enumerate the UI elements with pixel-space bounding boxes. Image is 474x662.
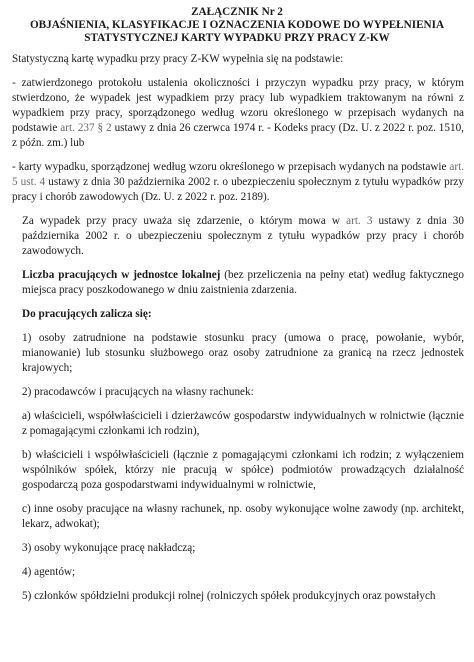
legal-reference-link[interactable]: art. 3 [346,215,373,227]
list-item-1: 1) osoby zatrudnione na podstawie stosunku pracy (umowa o pracę, powołanie, wybór, mianowanie) lub stosunku służbowego oraz osoby zatrudnione za granicą na rzecz jednostek krajowych; [22,332,464,374]
document-title-line1: OBJAŚNIENIA, KLASYFIKACJE I OZNACZENIA KODOWE DO WYPEŁNIENIA [29,19,445,31]
basis-bullet-protocol [8,76,466,151]
bullet-text: - zatwierdzonego protokołu ustalenia okoliczności i przyczyn wypadku przy pracy, w którym stwierdzono, że wypadek jest wypadkiem przy pracy lub wypadkiem traktowanym na równi z wypadkiem przy pracy, sporządzonego według wzoru określonego w przepisach wydanych na podstawie [12,77,464,134]
employees-count-term: Liczba pracujących w jednostce lokalnej [22,269,221,281]
employees-heading: Do pracujących zalicza się: [22,308,152,320]
bullet-text: ustawy z dnia 26 czerwca 1974 r. - Kodeks pracy (Dz. U. z 2022 r. poz. 1510, z późn. zm.) lub [12,122,464,149]
appendix-title: ZAŁĄCZNIK Nr 2 [191,6,283,18]
basis-bullet-accident-card [8,160,466,205]
definition-text: Za wypadek przy pracy uważa się zdarzenie, o którym mowa w [22,215,347,227]
employees-count-definition [8,268,466,298]
list-item-2a: a) właścicieli, współwłaścicieli i dzierżawców gospodarstw indywidualnych w rolnictwie (łącznie z pomagającymi członkami ich rodzin), [22,410,464,437]
list-item-2c: c) inne osoby pracujące na własny rachunek, np. osoby wykonujące wolne zawody (np. architekt, lekarz, adwokat); [22,503,464,530]
intro-text: Statystyczną kartę wypadku przy pracy Z-KW wypełnia się na podstawie: [12,53,344,65]
list-item-2b: b) właścicieli i współwłaścicieli (łącznie z pomagającymi członkami ich rodzin; z wyłączeniem wspólników spółek, którzy nie pracują w spółce) podmiotów prowadzących działalność gospodarczą poza gospodarstwami indywidualnymi w rolnictwie, [22,449,464,491]
bullet-text: ustawy z dnia 30 października 2002 r. o ubezpieczeniu społecznym z tytułu wypadków przy pracy i chorób zawodowych (Dz. U. z 2022 r. poz. 2189). [12,176,464,203]
list-item-2: 2) pracodawców i pracujących na własny rachunek: [22,386,254,398]
document-title-line2: STATYSTYCZNEJ KARTY WYPADKU PRZY PRACY Z-KW [84,32,390,44]
list-item-5: 5) członków spółdzielni produkcji rolnej (rolniczych spółek produkcyjnych oraz powstałych [22,590,436,602]
employees-count-text: (bez przeliczenia na pełny etat) według faktycznego miejsca pracy poszkodowanego w dniu zaistnienia zdarzenia. [22,269,464,296]
legal-reference-link[interactable]: art. 5 ust. 4 [12,161,464,188]
list-item-4: 4) agentów; [22,566,76,578]
legal-reference-link[interactable]: art. 237 § 2 [60,122,112,134]
definition-text: ustawy z dnia 30 października 2002 r. o ubezpieczeniu społecznym z tytułu wypadków przy pracy i chorób zawodowych. [22,215,464,257]
accident-definition [8,214,466,259]
bullet-text: - karty wypadku, sporządzonej według wzoru określonego w przepisach wydanych na podstawie [12,161,450,173]
list-item-3: 3) osoby wykonujące pracę nakładczą; [22,542,196,554]
document-heading [8,6,466,45]
